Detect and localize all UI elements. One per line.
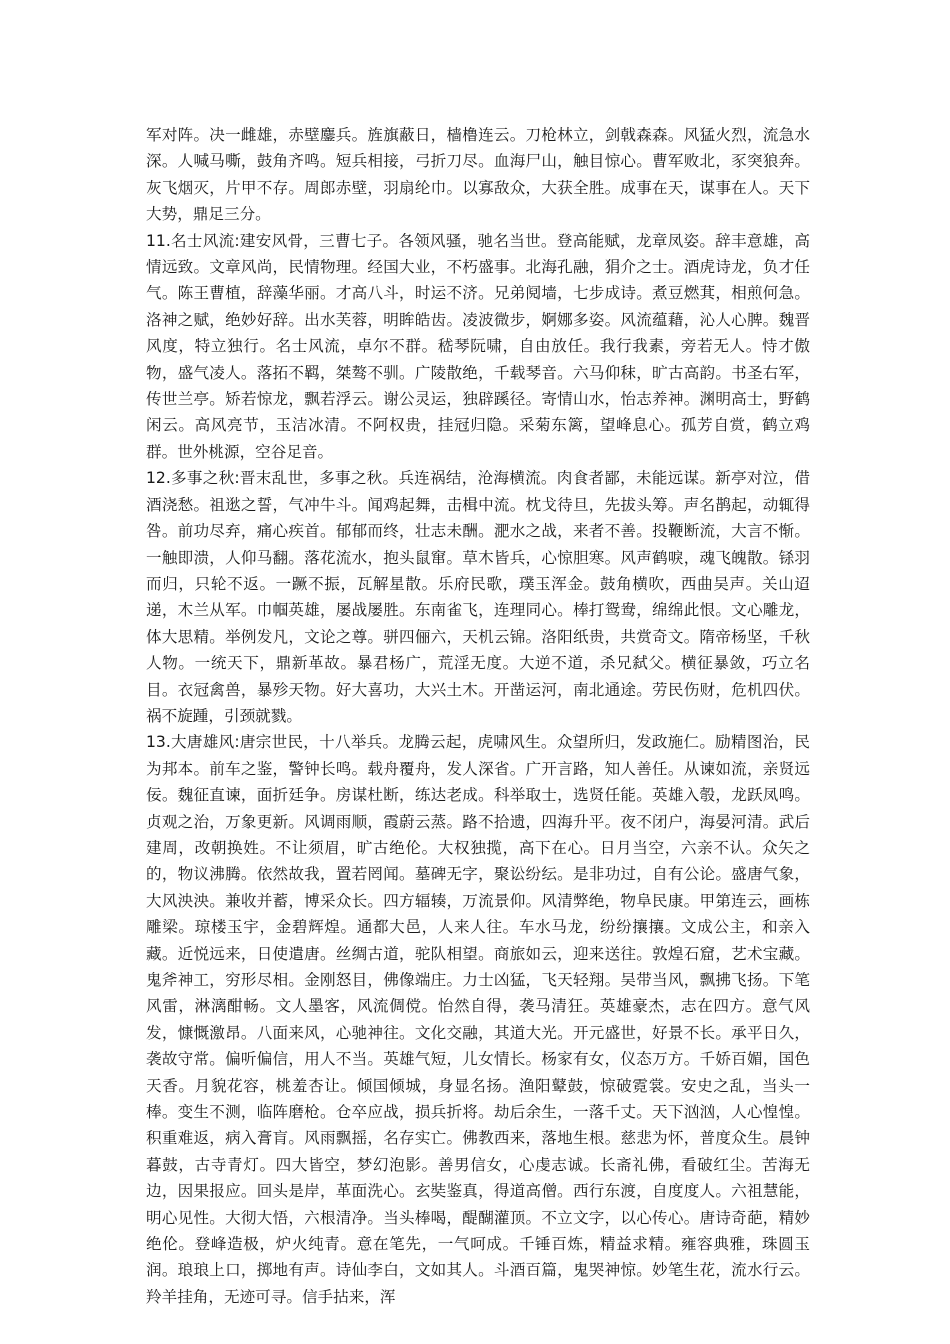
paragraph-section-11: 11.名士风流:建安风骨，三曹七子。各领风骚，驰名当世。登高能赋，龙章凤姿。辞丰意雄，高情远致。文章风尚，民情物理。经国大业，不朽盛事。北海孔融，狷介之士。酒虎诗龙，负才任气。陈王曹植，辞藻华丽。才高八斗，时运不济。兄弟阋墙，七步成诗。煮豆燃萁，相煎何急。洛神之赋，绝妙好辞。出水芙蓉，明眸皓齿。凌波微步，婀娜多姿。风流蕴藉，沁人心脾。魏晋风度，特立独行。名士风流，卓尔不群。嵇琴阮啸，自由放任。我行我素，旁若无人。恃才傲物，盛气凌人。落拓不羁，桀骜不驯。广陵散绝，千载琴音。六马仰秣，旷古高韵。书圣右军，传世兰亭。矫若惊龙，飘若浮云。谢公灵运，独辟蹊径。寄情山水，怡志养神。渊明高士，野鹤闲云。高风亮节，玉洁冰清。不阿权贵，挂冠归隐。采菊东篱，望峰息心。孤芳自赏，鹤立鸡群。世外桃源，空谷足音。 xyxy=(146,231,810,461)
paragraph-continuation: 军对阵。决一雌雄，赤壁鏖兵。旌旗蔽日，樯橹连云。刀枪林立，剑戟森森。风猛火烈，流急水深。人喊马嘶，鼓角齐鸣。短兵相接，弓折刀尽。血海尸山，触目惊心。曹军败北，豕突狼奔。灰飞烟灭，片甲不存。周郎赤壁，羽扇纶巾。以寡敌众，大获全胜。成事在天，谋事在人。天下大势，鼎足三分。 xyxy=(146,126,810,224)
paragraph-section-13: 13.大唐雄风:唐宗世民，十八举兵。龙腾云起，虎啸风生。众望所归，发政施仁。励精图治，民为邦本。前车之鉴，警钟长鸣。载舟覆舟，发人深省。广开言路，知人善任。从谏如流，亲贤远佞。魏征直谏，面折廷争。房谋杜断，练达老成。科举取士，选贤任能。英雄入彀，龙跃凤鸣。贞观之治，万象更新。风调雨顺，霞蔚云蒸。路不拾遗，四海升平。夜不闭户，海晏河清。武后建周，改朝换姓。不让须眉，旷古绝伦。大权独揽，高下在心。日月当空，六亲不认。众矢之的，物议沸腾。依然故我，置若罔闻。墓碑无字，聚讼纷纭。是非功过，自有公论。盛唐气象，大风泱泱。兼收并蓄，博采众长。四方辐辏，万流景仰。风清弊绝，物阜民康。甲第连云，画栋雕梁。琼楼玉宇，金碧辉煌。通都大邑，人来人往。车水马龙，纷纷攘攘。文成公主，和亲入藏。近悦远来，日使遣唐。丝绸古道，驼队相望。商旅如云，迎来送往。敦煌石窟，艺术宝藏。鬼斧神工，穷形尽相。金刚怒目，佛像端庄。力士凶猛，飞天轻翔。吴带当风，飘拂飞扬。下笔风雷，淋漓酣畅。文人墨客，风流倜傥。怡然自得，袭马清狂。英雄豪杰，志在四方。意气风发，慷慨激昂。八面来风，心驰神往。文化交融，其道大光。开元盛世，好景不长。承平日久，袭故守常。偏听偏信，用人不当。英雄气短，儿女情长。杨家有女，仪态万方。千娇百媚，国色天香。月貌花容，桃羞杏让。倾国倾城，身显名扬。渔阳鼙鼓，惊破霓裳。安史之乱，当头一棒。变生不测，临阵磨枪。仓卒应战，损兵折将。劫后余生，一落千丈。天下汹汹，人心惶惶。积重难返，病入膏肓。风雨飘摇，名存实亡。佛教西来，落地生根。慈悲为怀，普度众生。晨钟暮鼓，古寺青灯。四大皆空，梦幻泡影。善男信女，心虔志诚。长斋礼佛，看破红尘。苦海无边，因果报应。回头是岸，革面洗心。玄奘鉴真，得道高僧。西行东渡，自度度人。六祖慧能，明心见性。大彻大悟，六根清净。当头棒喝，醍醐灌顶。不立文字，以心传心。唐诗奇葩，精妙绝伦。登峰造极，炉火纯青。意在笔先，一气呵成。千锤百炼，精益求精。雍容典雅，珠圆玉润。琅琅上口，掷地有声。诗仙李白，文如其人。斗酒百篇，鬼哭神惊。妙笔生花，流水行云。羚羊挂角，无迹可寻。信手拈来，浑 xyxy=(146,733,810,1306)
paragraph-section-12: 12.多事之秋:晋末乱世，多事之秋。兵连祸结，沧海横流。肉食者鄙，未能远谋。新亭对泣，借酒浇愁。祖逖之誓，气冲牛斗。闻鸡起舞，击楫中流。枕戈待旦，先拔头筹。声名鹊起，动辄得咎。前功尽弃，痛心疾首。郁郁而终，壮志未酬。淝水之战，来者不善。投鞭断流，大言不惭。一触即溃，人仰马翻。落花流水，抱头鼠窜。草木皆兵，心惊胆寒。风声鹤唳，魂飞魄散。铩羽而归，只轮不返。一蹶不振，瓦解星散。乐府民歌，璞玉浑金。鼓角横吹，西曲吴声。关山迢递，木兰从军。巾帼英雄，屡战屡胜。东南雀飞，连理同心。棒打鸳鸯，绵绵此恨。文心雕龙，体大思精。举例发凡，文论之尊。骈四俪六，天机云锦。洛阳纸贵，共赏奇文。隋帝杨坚，千秋人物。一统天下，鼎新革故。暴君杨广，荒淫无度。大逆不道，杀兄弑父。横征暴敛，巧立名目。衣冠禽兽，暴殄天物。好大喜功，大兴土木。开凿运河，南北通途。劳民伤财，危机四伏。祸不旋踵，引颈就戮。 xyxy=(146,469,810,725)
document-body xyxy=(146,122,810,1310)
